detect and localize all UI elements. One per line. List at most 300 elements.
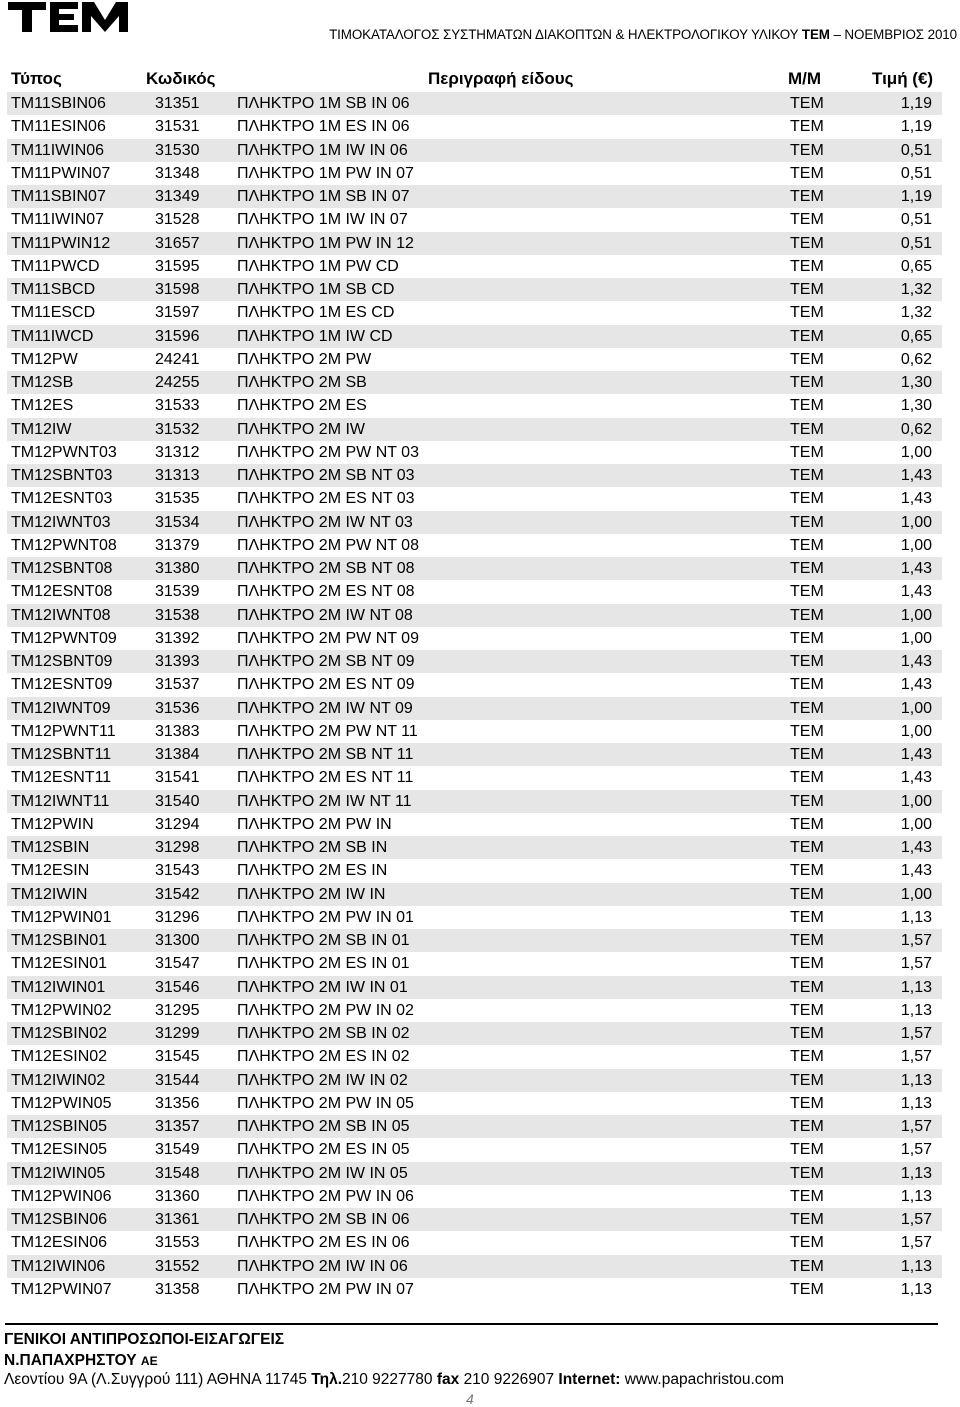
cell-code: 31552 [155, 1257, 200, 1275]
website-link[interactable]: www.papachristou.com [624, 1371, 785, 1388]
table-row [7, 208, 942, 231]
cell-price: 1,43 [900, 839, 932, 856]
footer-company: Ν.ΠΑΠΑΧΡΗΣΤΟΥ ΑΕ [4, 1352, 158, 1369]
cell-type: TM12SBIN02 [11, 1025, 108, 1042]
cell-code: 31298 [155, 839, 200, 856]
cell-type: TM12SBIN [11, 839, 90, 856]
cell-type: TM12PWNT03 [11, 443, 117, 461]
cell-type: TM11SBIN06 [11, 95, 106, 112]
cell-code: 31361 [155, 1211, 200, 1228]
cell-price: 0,51 [900, 211, 932, 229]
table-row [7, 1231, 942, 1254]
cell-code: 31299 [155, 1025, 200, 1042]
cell-price: 1,13 [900, 1071, 932, 1089]
cell-description: ΠΛΗΚΤΡΟ 2Μ PW IN 05 [237, 1094, 414, 1112]
cell-code: 31295 [155, 1001, 200, 1019]
cell-price: 1,00 [900, 536, 932, 554]
cell-price: 1,43 [900, 653, 932, 670]
table-row [7, 325, 942, 348]
cell-code: 31313 [155, 467, 200, 484]
cell-description: ΠΛΗΚΤΡΟ 1Μ SB IN 07 [237, 188, 410, 205]
cell-type: TM12ESIN01 [11, 955, 108, 973]
cell-code: 31383 [155, 722, 200, 740]
cell-code: 24255 [155, 374, 200, 391]
footer-contact: Λεοντίου 9Α (Λ.Συγγρού 111) ΑΘΗΝΑ 11745 Τηλ.210 9227780 fax 210 9226907 Internet: www.papachristou.com [4, 1371, 785, 1388]
cell-mm: TEM [790, 653, 824, 670]
cell-type: TM11IWCD [11, 327, 94, 345]
cell-code: 31392 [155, 629, 200, 647]
cell-mm: TEM [790, 536, 824, 554]
cell-mm: TEM [790, 676, 824, 694]
cell-type: TM12IWIN [11, 885, 88, 903]
cell-code: 31357 [155, 1118, 200, 1135]
cell-mm: TEM [790, 978, 824, 996]
table-row [7, 92, 942, 115]
cell-description: ΠΛΗΚΤΡΟ 2Μ SB NT 11 [237, 746, 414, 763]
cell-type: TM12SBIN06 [11, 1211, 108, 1228]
table-row [7, 790, 942, 813]
cell-description: ΠΛΗΚΤΡΟ 2Μ IW NT 03 [237, 513, 413, 531]
cell-description: ΠΛΗΚΤΡΟ 2Μ ES IN [237, 862, 388, 880]
cell-type: TM12IWIN05 [11, 1164, 106, 1182]
cell-mm: TEM [790, 327, 824, 345]
table-row [7, 650, 942, 673]
table-row [7, 1185, 942, 1208]
cell-description: ΠΛΗΚΤΡΟ 2Μ SB NT 09 [237, 653, 415, 670]
cell-type: TM11ESCD [11, 304, 96, 322]
cell-mm: TEM [790, 164, 824, 182]
cell-description: ΠΛΗΚΤΡΟ 2Μ IW NT 08 [237, 606, 413, 624]
cell-description: ΠΛΗΚΤΡΟ 2Μ SB IN 01 [237, 932, 410, 949]
cell-mm: TEM [790, 1048, 824, 1066]
col-description: Περιγραφή είδους [428, 69, 574, 88]
cell-code: 31553 [155, 1234, 200, 1252]
cell-price: 1,19 [900, 188, 932, 205]
footer-agents: ΓΕΝΙΚΟΙ ΑΝΤΙΠΡΟΣΩΠΟΙ-ΕΙΣΑΓΩΓΕΙΣ [4, 1331, 285, 1348]
table-row [7, 557, 942, 580]
cell-price: 1,43 [900, 769, 932, 787]
table-row [7, 883, 942, 906]
cell-code: 31596 [155, 327, 200, 345]
cell-type: TM12SBNT11 [11, 746, 112, 763]
cell-description: ΠΛΗΚΤΡΟ 2Μ PW IN 01 [237, 908, 414, 926]
cell-mm: TEM [790, 606, 824, 624]
cell-code: 31547 [155, 955, 200, 973]
cell-type: TM12PWNT08 [11, 536, 117, 554]
cell-code: 31296 [155, 908, 200, 926]
table-row [7, 813, 942, 836]
cell-mm: TEM [790, 908, 824, 926]
col-code: Κωδικός [146, 69, 216, 88]
cell-type: TM12PW [11, 350, 78, 368]
cell-type: TM12IWNT11 [11, 792, 110, 810]
table-row [7, 1069, 942, 1092]
cell-type: TM12IWIN02 [11, 1071, 106, 1089]
cell-mm: TEM [790, 95, 824, 112]
cell-type: TM12ESIN06 [11, 1234, 108, 1252]
table-header [0, 69, 960, 91]
table-row [7, 697, 942, 720]
cell-price: 1,13 [900, 908, 932, 926]
cell-description: ΠΛΗΚΤΡΟ 2Μ PW NT 03 [237, 443, 419, 461]
cell-code: 31294 [155, 815, 200, 833]
table-row [7, 1022, 942, 1045]
cell-mm: TEM [790, 350, 824, 368]
cell-description: ΠΛΗΚΤΡΟ 1Μ IW IN 06 [237, 141, 408, 159]
cell-code: 31360 [155, 1187, 200, 1205]
table-row [7, 487, 942, 510]
cell-code: 31657 [155, 234, 200, 252]
table-row [7, 580, 942, 603]
cell-code: 31351 [155, 95, 200, 112]
cell-type: TM11IWIN07 [11, 211, 105, 229]
cell-type: TM12ESNT03 [11, 490, 113, 508]
cell-code: 31384 [155, 746, 200, 763]
cell-price: 1,57 [900, 1048, 932, 1066]
cell-type: TM12SBNT03 [11, 467, 113, 484]
cell-price: 1,00 [900, 443, 932, 461]
cell-mm: TEM [790, 1280, 824, 1298]
cell-mm: TEM [790, 374, 824, 391]
cell-code: 31538 [155, 606, 200, 624]
cell-description: ΠΛΗΚΤΡΟ 2Μ PW IN 07 [237, 1280, 414, 1298]
table-row [7, 720, 942, 743]
cell-type: TM11PWIN07 [11, 164, 111, 182]
cell-type: TM12PWIN07 [11, 1280, 112, 1298]
table-row [7, 1208, 942, 1231]
cell-description: ΠΛΗΚΤΡΟ 2Μ IW [237, 420, 366, 438]
table-row [7, 859, 942, 882]
catalog-title: ΤΙΜΟΚΑΤΑΛΟΓΟΣ ΣΥΣΤΗΜΑΤΩΝ ΔΙΑΚΟΠΤΩΝ & ΗΛΕΚΤΡΟΛΟΓΙΚΟΥ ΥΛΙΚΟΥ TEM – ΝΟΕΜΒΡΙΟΣ 2010 [329, 27, 957, 42]
cell-mm: TEM [790, 141, 824, 159]
cell-mm: TEM [790, 629, 824, 647]
table-row [7, 441, 942, 464]
cell-price: 1,57 [900, 1141, 932, 1159]
cell-price: 1,32 [900, 281, 932, 298]
cell-code: 31300 [155, 932, 200, 949]
cell-price: 1,57 [900, 1118, 932, 1135]
cell-type: TM12SBIN01 [11, 932, 108, 949]
cell-mm: TEM [790, 1257, 824, 1275]
cell-description: ΠΛΗΚΤΡΟ 2Μ IW IN 05 [237, 1164, 408, 1182]
cell-mm: TEM [790, 211, 824, 229]
cell-description: ΠΛΗΚΤΡΟ 1Μ PW IN 12 [237, 234, 414, 252]
cell-mm: TEM [790, 513, 824, 531]
cell-price: 0,51 [900, 141, 932, 159]
cell-mm: TEM [790, 885, 824, 903]
cell-type: TM11PWCD [11, 257, 100, 275]
cell-description: ΠΛΗΚΤΡΟ 2Μ SB IN 05 [237, 1118, 410, 1135]
cell-type: TM12PWIN05 [11, 1094, 112, 1112]
cell-price: 1,43 [900, 862, 932, 880]
table-row [7, 743, 942, 766]
cell-price: 1,13 [900, 1280, 932, 1298]
cell-type: TM12ESNT09 [11, 676, 113, 694]
cell-type: TM12PWIN [11, 815, 94, 833]
cell-description: ΠΛΗΚΤΡΟ 2Μ IW IN 06 [237, 1257, 408, 1275]
col-price: Τιμή (€) [872, 69, 934, 88]
cell-description: ΠΛΗΚΤΡΟ 2Μ ES IN 05 [237, 1141, 410, 1159]
cell-type: TM12PWNT09 [11, 629, 117, 647]
cell-type: TM12IWNT08 [11, 606, 111, 624]
table-row [7, 255, 942, 278]
cell-price: 1,13 [900, 1257, 932, 1275]
cell-mm: TEM [790, 839, 824, 856]
cell-mm: TEM [790, 746, 824, 763]
table-row [7, 301, 942, 324]
cell-type: TM12ESIN [11, 862, 90, 880]
cell-mm: TEM [790, 1001, 824, 1019]
cell-code: 31536 [155, 699, 200, 717]
table-row [7, 418, 942, 441]
cell-code: 31393 [155, 653, 200, 670]
table-row [7, 162, 942, 185]
cell-price: 1,43 [900, 467, 932, 484]
cell-description: ΠΛΗΚΤΡΟ 2Μ PW NT 08 [237, 536, 419, 554]
cell-mm: TEM [790, 722, 824, 740]
cell-price: 1,57 [900, 1234, 932, 1252]
cell-type: TM12PWIN06 [11, 1187, 112, 1205]
table-row [7, 185, 942, 208]
cell-price: 1,00 [900, 792, 932, 810]
cell-code: 31379 [155, 536, 200, 554]
cell-description: ΠΛΗΚΤΡΟ 1Μ IW CD [237, 327, 393, 345]
cell-price: 0,62 [900, 350, 932, 368]
cell-type: TM11SBCD [11, 281, 96, 298]
tem-logo [8, 0, 130, 34]
cell-mm: TEM [790, 699, 824, 717]
cell-code: 31380 [155, 560, 200, 577]
cell-price: 1,13 [900, 978, 932, 996]
table-row [7, 836, 942, 859]
cell-code: 31546 [155, 978, 200, 996]
cell-code: 31533 [155, 397, 200, 415]
cell-description: ΠΛΗΚΤΡΟ 2Μ PW IN 02 [237, 1001, 414, 1019]
cell-code: 31595 [155, 257, 200, 275]
cell-mm: TEM [790, 1118, 824, 1135]
cell-code: 31358 [155, 1280, 200, 1298]
cell-type: TM12ES [11, 397, 74, 415]
cell-type: TM11SBIN07 [11, 188, 106, 205]
table-row [7, 464, 942, 487]
cell-description: ΠΛΗΚΤΡΟ 2Μ SB IN 02 [237, 1025, 410, 1042]
cell-description: ΠΛΗΚΤΡΟ 2Μ ES IN 01 [237, 955, 410, 973]
cell-mm: TEM [790, 1094, 824, 1112]
cell-description: ΠΛΗΚΤΡΟ 2Μ SB IN 06 [237, 1211, 410, 1228]
cell-mm: TEM [790, 560, 824, 577]
cell-price: 1,57 [900, 932, 932, 949]
cell-code: 31598 [155, 281, 200, 298]
table-row [7, 371, 942, 394]
cell-code: 31534 [155, 513, 200, 531]
cell-mm: TEM [790, 490, 824, 508]
cell-code: 31312 [155, 443, 200, 461]
table-row [7, 1162, 942, 1185]
table-row [7, 1255, 942, 1278]
cell-price: 0,65 [900, 327, 932, 345]
cell-price: 0,65 [900, 257, 932, 275]
cell-description: ΠΛΗΚΤΡΟ 2Μ ES NT 03 [237, 490, 415, 508]
cell-mm: TEM [790, 1211, 824, 1228]
cell-mm: TEM [790, 955, 824, 973]
cell-price: 1,13 [900, 1164, 932, 1182]
table-row [7, 348, 942, 371]
cell-type: TM12SBNT08 [11, 560, 113, 577]
table-row [7, 673, 942, 696]
cell-code: 31537 [155, 676, 200, 694]
cell-description: ΠΛΗΚΤΡΟ 2Μ ES NT 08 [237, 583, 415, 601]
cell-type: TM12IWIN01 [11, 978, 106, 996]
table-row [7, 534, 942, 557]
cell-mm: TEM [790, 792, 824, 810]
cell-price: 1,00 [900, 699, 932, 717]
cell-code: 31349 [155, 188, 200, 205]
cell-mm: TEM [790, 815, 824, 833]
cell-code: 31356 [155, 1094, 200, 1112]
cell-mm: TEM [790, 397, 824, 415]
cell-description: ΠΛΗΚΤΡΟ 2Μ IW IN 01 [237, 978, 408, 996]
cell-price: 1,00 [900, 513, 932, 531]
cell-type: TM12SBIN05 [11, 1118, 108, 1135]
table-row [7, 627, 942, 650]
cell-description: ΠΛΗΚΤΡΟ 1Μ SB CD [237, 281, 395, 298]
cell-type: TM12ESNT11 [11, 769, 112, 787]
cell-type: TM11ESIN06 [11, 118, 106, 136]
cell-type: TM12IWNT03 [11, 513, 111, 531]
table-row [7, 1092, 942, 1115]
cell-description: ΠΛΗΚΤΡΟ 1Μ ES CD [237, 304, 395, 322]
cell-code: 31531 [155, 118, 200, 136]
table-row [7, 976, 942, 999]
cell-description: ΠΛΗΚΤΡΟ 2Μ PW [237, 350, 372, 368]
cell-description: ΠΛΗΚΤΡΟ 2Μ PW NT 11 [237, 722, 418, 740]
cell-code: 31543 [155, 862, 200, 880]
table-row [7, 604, 942, 627]
col-mm: Μ/Μ [788, 69, 822, 88]
cell-price: 1,30 [900, 397, 932, 415]
cell-type: TM11PWIN12 [11, 234, 111, 252]
cell-description: ΠΛΗΚΤΡΟ 2Μ IW IN [237, 885, 386, 903]
table-row [7, 232, 942, 255]
cell-mm: TEM [790, 1234, 824, 1252]
cell-code: 31545 [155, 1048, 200, 1066]
cell-description: ΠΛΗΚΤΡΟ 2Μ PW NT 09 [237, 629, 419, 647]
cell-type: TM12ESNT08 [11, 583, 113, 601]
cell-code: 31549 [155, 1141, 200, 1159]
cell-code: 24241 [155, 350, 200, 368]
cell-type: TM12ESIN02 [11, 1048, 108, 1066]
table-row [7, 999, 942, 1022]
cell-price: 0,51 [900, 234, 932, 252]
cell-price: 1,00 [900, 722, 932, 740]
cell-code: 31597 [155, 304, 200, 322]
cell-code: 31541 [155, 769, 200, 787]
cell-price: 1,43 [900, 583, 932, 601]
table-row [7, 906, 942, 929]
cell-price: 1,19 [900, 95, 932, 112]
cell-type: TM12ESIN05 [11, 1141, 108, 1159]
cell-code: 31348 [155, 164, 200, 182]
cell-price: 1,57 [900, 1211, 932, 1228]
cell-price: 1,43 [900, 560, 932, 577]
cell-description: ΠΛΗΚΤΡΟ 2Μ IW NT 09 [237, 699, 413, 717]
col-type: Τύπος [11, 69, 62, 88]
cell-price: 1,43 [900, 490, 932, 508]
cell-mm: TEM [790, 1141, 824, 1159]
cell-type: TM12PWIN01 [11, 908, 112, 926]
cell-description: ΠΛΗΚΤΡΟ 1Μ SB IN 06 [237, 95, 410, 112]
cell-code: 31542 [155, 885, 200, 903]
table-row [7, 115, 942, 138]
cell-code: 31530 [155, 141, 200, 159]
table-row [7, 1045, 942, 1068]
cell-description: ΠΛΗΚΤΡΟ 1Μ ES IN 06 [237, 118, 410, 136]
cell-mm: TEM [790, 862, 824, 880]
cell-price: 1,57 [900, 1025, 932, 1042]
cell-mm: TEM [790, 234, 824, 252]
cell-mm: TEM [790, 583, 824, 601]
cell-price: 1,13 [900, 1187, 932, 1205]
cell-price: 0,62 [900, 420, 932, 438]
cell-type: TM12SBNT09 [11, 653, 113, 670]
cell-code: 31528 [155, 211, 200, 229]
cell-price: 1,00 [900, 629, 932, 647]
cell-mm: TEM [790, 932, 824, 949]
cell-description: ΠΛΗΚΤΡΟ 2Μ SB NT 03 [237, 467, 415, 484]
cell-price: 1,43 [900, 676, 932, 694]
cell-description: ΠΛΗΚΤΡΟ 2Μ ES NT 11 [237, 769, 414, 787]
cell-description: ΠΛΗΚΤΡΟ 2Μ ES [237, 397, 367, 415]
cell-description: ΠΛΗΚΤΡΟ 2Μ SB NT 08 [237, 560, 415, 577]
cell-type: TM12PWNT11 [11, 722, 116, 740]
page-number: 4 [466, 1391, 474, 1407]
table-row [7, 511, 942, 534]
table-row [7, 952, 942, 975]
cell-code: 31548 [155, 1164, 200, 1182]
cell-price: 1,30 [900, 374, 932, 391]
cell-description: ΠΛΗΚΤΡΟ 1Μ PW CD [237, 257, 399, 275]
cell-price: 1,43 [900, 746, 932, 763]
cell-price: 1,19 [900, 118, 932, 136]
table-row [7, 766, 942, 789]
cell-code: 31540 [155, 792, 200, 810]
cell-description: ΠΛΗΚΤΡΟ 1Μ IW IN 07 [237, 211, 408, 229]
cell-description: ΠΛΗΚΤΡΟ 2Μ SB IN [237, 839, 388, 856]
cell-description: ΠΛΗΚΤΡΟ 2Μ PW IN 06 [237, 1187, 414, 1205]
cell-description: ΠΛΗΚΤΡΟ 1Μ PW IN 07 [237, 164, 414, 182]
cell-description: ΠΛΗΚΤΡΟ 2Μ IW NT 11 [237, 792, 412, 810]
cell-price: 1,32 [900, 304, 932, 322]
cell-type: TM12PWIN02 [11, 1001, 112, 1019]
cell-description: ΠΛΗΚΤΡΟ 2Μ ES IN 02 [237, 1048, 410, 1066]
cell-mm: TEM [790, 1187, 824, 1205]
cell-mm: TEM [790, 304, 824, 322]
cell-code: 31532 [155, 420, 200, 438]
cell-code: 31539 [155, 583, 200, 601]
cell-price: 1,00 [900, 815, 932, 833]
cell-type: TM12IW [11, 420, 72, 438]
table-row [7, 929, 942, 952]
price-table [7, 92, 942, 1301]
cell-mm: TEM [790, 769, 824, 787]
cell-description: ΠΛΗΚΤΡΟ 2Μ PW IN [237, 815, 392, 833]
cell-mm: TEM [790, 1025, 824, 1042]
cell-mm: TEM [790, 188, 824, 205]
cell-mm: TEM [790, 118, 824, 136]
table-row [7, 394, 942, 417]
cell-code: 31544 [155, 1071, 200, 1089]
cell-mm: TEM [790, 1164, 824, 1182]
